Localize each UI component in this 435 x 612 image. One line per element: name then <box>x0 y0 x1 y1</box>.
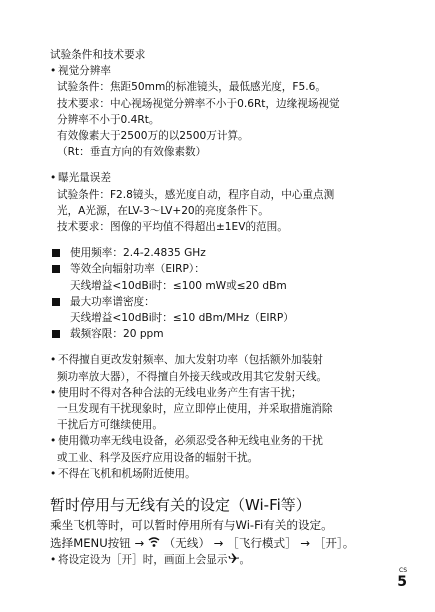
square-bullet <box>52 249 60 257</box>
wifi-intro: 乘坐飞机等时，可以暂时停用所有与Wi-Fi有关的设定。 <box>50 518 333 533</box>
notice-text: 不得擅自更改发射频率、加大发射功率（包括额外加装射 <box>58 354 323 367</box>
airplane-icon <box>228 552 240 564</box>
bullet-dot: • <box>50 172 57 185</box>
resolution-line: 技术要求：中心视场视觉分辨率不小于0.6Rt，边缘视场视觉 <box>57 97 340 110</box>
notice-text: 干扰后方可继续使用。 <box>57 419 163 432</box>
square-bullet <box>52 265 60 273</box>
spec-eirp-value: 天线增益<10dBi时：≤100 mW或≤20 dBm <box>70 279 287 292</box>
notice-text: 一旦发现有干扰现象时，应立即停止使用，并采取措施消除 <box>57 403 333 416</box>
bullet-dot: • <box>50 386 57 399</box>
exposure-title-text: 曝光量误差 <box>58 172 111 185</box>
bullet-dot: • <box>50 554 57 567</box>
page-number-block <box>397 567 407 590</box>
arrow-icon: → <box>134 536 145 551</box>
resolution-line: （Rt：垂直方向的有效像素数） <box>57 146 207 159</box>
spec-eirp-text: 等效全向辐射功率（EIRP）： <box>70 263 205 276</box>
arrow-icon: → <box>300 536 311 551</box>
on-step: ［开］。 <box>313 536 355 551</box>
resolution-line: 有效像素大于2500万的以2500万计算。 <box>57 130 249 143</box>
spec-psd-text: 最大功率谱密度： <box>70 295 155 308</box>
wifi-note-text: 将设定设为［开］时，画面上会显示 <box>58 554 228 567</box>
notice-text: 使用微功率无线电设备，必须忍受各种无线电业务的干扰 <box>58 435 323 448</box>
wifi-steps <box>50 534 415 552</box>
spec-tolerance-text: 载频容限：20 ppm <box>70 328 164 341</box>
notice-item <box>50 466 415 482</box>
wireless-step: （无线） <box>163 536 211 551</box>
bullet-dot: • <box>50 435 57 448</box>
section-title: 试验条件和技术要求 <box>50 49 146 61</box>
wifi-note-end: 。 <box>239 554 251 567</box>
spec-psd-value: 天线增益<10dBi时：≤10 dBm/MHz（EIRP） <box>70 312 294 325</box>
resolution-title-text: 视觉分辨率 <box>58 65 111 78</box>
page-number: 5 <box>397 574 407 590</box>
notice-text: 或工业、科学及医疗应用设备的辐射干扰。 <box>57 451 259 464</box>
resolution-title <box>50 63 415 79</box>
spec-eirp <box>50 261 415 277</box>
menu-step: 选择MENU按钮 <box>50 536 131 551</box>
resolution-line: 分辨率不小于0.4Rt。 <box>57 113 160 126</box>
exposure-line: 技术要求：图像的平均值不得超出±1EV的范围。 <box>57 221 288 234</box>
exposure-line: 试验条件：F2.8镜头，感光度自动，程序自动，中心重点测 <box>57 188 335 201</box>
spec-psd <box>50 294 415 310</box>
notice-text: 使用时不得对各种合法的无线电业务产生有害干扰； <box>58 386 302 399</box>
notice-item <box>50 385 415 401</box>
content-column <box>50 47 415 568</box>
wifi-heading: 暂时停用与无线有关的设定（Wi-Fi等） <box>50 496 311 515</box>
spec-frequency <box>50 245 415 261</box>
bullet-dot: • <box>50 467 57 480</box>
spec-frequency-text: 使用频率：2.4-2.4835 GHz <box>70 247 206 260</box>
bullet-dot: • <box>50 354 57 367</box>
notice-item <box>50 433 415 449</box>
square-bullet <box>52 330 60 338</box>
notice-item <box>50 352 415 368</box>
language-code: CS <box>399 567 407 574</box>
arrow-icon: → <box>213 536 224 551</box>
bullet-dot: • <box>50 65 57 78</box>
resolution-line: 试验条件：焦距50mm的标准镜头，最低感光度，F5.6。 <box>57 81 326 94</box>
airplane-mode-step: ［飞行模式］ <box>227 536 297 551</box>
wireless-icon <box>148 536 160 548</box>
notice-text: 频功率放大器），不得擅自外接天线或改用其它发射天线。 <box>57 370 328 383</box>
spec-tolerance <box>50 326 415 342</box>
exposure-title <box>50 170 415 186</box>
exposure-line: 光，A光源，在LV-3～LV+20的亮度条件下。 <box>57 204 269 217</box>
notice-text: 不得在飞机和机场附近使用。 <box>58 467 196 480</box>
square-bullet <box>52 298 60 306</box>
wifi-note <box>50 552 415 568</box>
